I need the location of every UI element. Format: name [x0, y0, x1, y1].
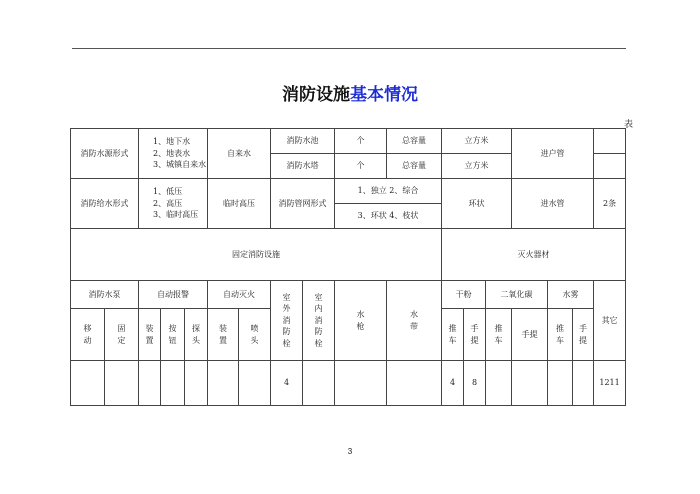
value-dry-powder-hand: 8	[464, 361, 486, 406]
char: 内	[314, 304, 323, 314]
fixed-facilities-label: 固定消防设施	[71, 229, 442, 281]
value-alarm-button	[161, 361, 185, 406]
alarm-device-label	[139, 309, 161, 361]
char: 车	[448, 335, 457, 345]
value-alarm-device	[139, 361, 161, 406]
fire-facility-table	[70, 128, 626, 406]
char: 水	[410, 309, 419, 319]
tower-volume-unit: 立方米	[442, 154, 512, 179]
other-label: 其它	[594, 281, 626, 361]
supply-label: 消防给水形式	[71, 179, 139, 229]
value-fixed	[105, 361, 139, 406]
water-source-option-3: 3、城镇自来水	[153, 160, 207, 170]
inlet-label: 进户管	[512, 129, 594, 179]
char: 装	[145, 323, 154, 333]
char: 消	[314, 315, 323, 325]
water-source-value: 自来水	[208, 129, 271, 179]
water-source-option-1: 1、地下水	[153, 137, 191, 147]
tower-label: 消防水塔	[271, 154, 335, 179]
page-number: 3	[347, 447, 353, 456]
co2-hand-label: 手提	[512, 309, 548, 361]
char: 防	[314, 327, 323, 337]
value-outdoor-hydrant: 4	[271, 361, 303, 406]
co2-cart-label	[486, 309, 512, 361]
char: 推	[448, 323, 457, 333]
supply-option-1: 1、低压	[153, 187, 183, 197]
fixed-label	[105, 309, 139, 361]
detector-label	[185, 309, 208, 361]
char: 头	[250, 335, 259, 345]
char: 车	[556, 335, 565, 345]
dry-powder-label: 干粉	[442, 281, 486, 309]
indoor-hydrant-label	[303, 281, 335, 361]
value-mist-hand	[573, 361, 594, 406]
pool-unit: 个	[335, 129, 387, 154]
header-rule	[72, 48, 626, 49]
char: 喷	[250, 323, 259, 333]
char: 水	[356, 309, 365, 319]
pool-capacity-label: 总容量	[387, 129, 442, 154]
char: 探	[192, 323, 201, 333]
water-inlet-value: 2条	[594, 179, 626, 229]
char: 外	[282, 304, 291, 314]
char: 推	[556, 323, 565, 333]
value-mobile	[71, 361, 105, 406]
inlet-value-2	[594, 154, 626, 179]
tower-capacity-label: 总容量	[387, 154, 442, 179]
network-value: 环状	[442, 179, 512, 229]
char: 定	[117, 335, 126, 345]
value-co2-cart	[486, 361, 512, 406]
char: 推	[494, 323, 503, 333]
table-label: 表	[624, 120, 634, 130]
dry-powder-hand-label	[464, 309, 486, 361]
hose-label	[387, 281, 442, 361]
supply-option-2: 2、高压	[153, 198, 183, 208]
value-co2-hand	[512, 361, 548, 406]
mist-hand-label	[573, 309, 594, 361]
alarm-button-label	[161, 309, 185, 361]
pool-label: 消防水池	[271, 129, 335, 154]
network-label: 消防管网形式	[271, 179, 335, 229]
char: 头	[192, 335, 201, 345]
char: 消	[282, 315, 291, 325]
alarm-label: 自动报警	[139, 281, 208, 309]
sprinkler-label	[239, 309, 271, 361]
extinguisher-label: 灭火器材	[442, 229, 626, 281]
char: 置	[219, 335, 228, 345]
value-ext-device	[208, 361, 239, 406]
char: 提	[470, 335, 479, 345]
water-mist-label: 水雾	[548, 281, 594, 309]
char: 固	[117, 323, 126, 333]
network-options-b: 3、环状 4、枝状	[335, 204, 442, 229]
supply-options	[139, 179, 208, 229]
char: 手	[579, 323, 588, 333]
pump-label: 消防水泵	[71, 281, 139, 309]
char: 防	[282, 327, 291, 337]
dry-powder-cart-label	[442, 309, 464, 361]
value-detector	[185, 361, 208, 406]
char: 手	[470, 323, 479, 333]
page-title	[0, 80, 700, 105]
water-source-option-2: 2、地表水	[153, 148, 191, 158]
char: 装	[219, 323, 228, 333]
network-options-a: 1、独立 2、综合	[335, 179, 442, 204]
char: 枪	[356, 321, 365, 331]
pool-volume-unit: 立方米	[442, 129, 512, 154]
value-water-gun	[335, 361, 387, 406]
tower-unit: 个	[335, 154, 387, 179]
water-source-label: 消防水源形式	[71, 129, 139, 179]
water-gun-label	[335, 281, 387, 361]
ext-device-label	[208, 309, 239, 361]
value-mist-cart	[548, 361, 573, 406]
value-dry-powder-cart: 4	[442, 361, 464, 406]
title-part-2: 基本情况	[350, 85, 418, 105]
supply-option-3: 3、临时高压	[153, 210, 199, 220]
char: 室	[282, 292, 291, 302]
char: 栓	[282, 338, 291, 348]
char: 提	[579, 335, 588, 345]
value-sprinkler	[239, 361, 271, 406]
char: 移	[83, 323, 92, 333]
char: 按	[168, 323, 177, 333]
char: 动	[83, 335, 92, 345]
value-hose	[387, 361, 442, 406]
inlet-value-1	[594, 129, 626, 154]
supply-value: 临时高压	[208, 179, 271, 229]
char: 带	[410, 321, 419, 331]
outdoor-hydrant-label	[271, 281, 303, 361]
co2-label: 二氧化碳	[486, 281, 548, 309]
char: 置	[145, 335, 154, 345]
water-inlet-label: 进水管	[512, 179, 594, 229]
value-indoor-hydrant	[303, 361, 335, 406]
char: 钮	[168, 335, 177, 345]
auto-ext-label: 自动灭火	[208, 281, 271, 309]
mist-cart-label	[548, 309, 573, 361]
mobile-label	[71, 309, 105, 361]
title-part-1: 消防设施	[282, 85, 350, 105]
char: 栓	[314, 338, 323, 348]
char: 室	[314, 292, 323, 302]
char: 车	[494, 335, 503, 345]
value-other: 1211	[594, 361, 626, 406]
water-source-options	[139, 129, 208, 179]
